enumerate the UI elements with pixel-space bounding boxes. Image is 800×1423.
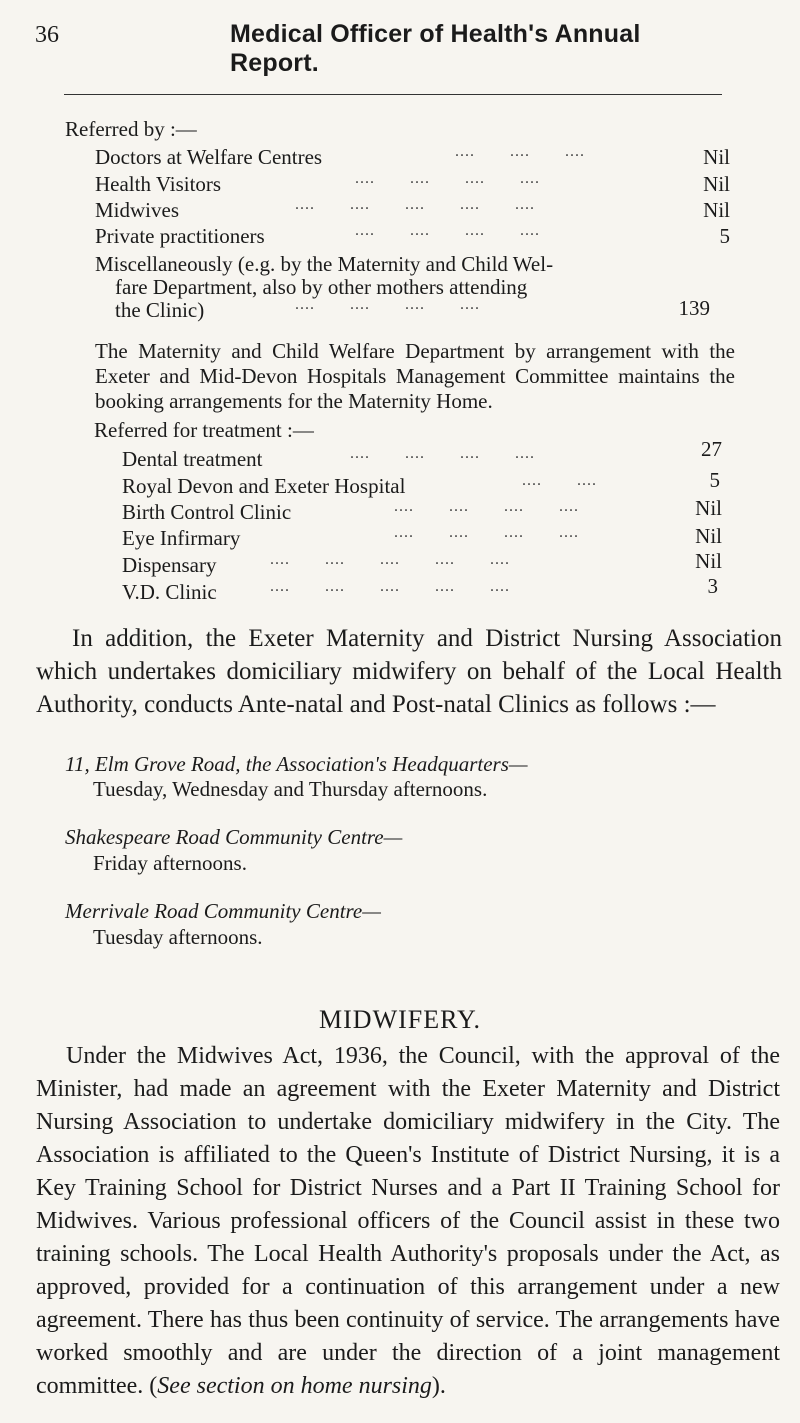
header-rule — [64, 94, 722, 95]
midwifery-paragraph — [36, 1040, 780, 1403]
item-value: 5 — [709, 468, 720, 492]
item-label: Royal Devon and Exeter Hospital — [122, 474, 406, 498]
clinic-location-3: Merrivale Road Community Centre— — [65, 899, 381, 923]
item-value: 5 — [719, 224, 730, 248]
list-item — [122, 526, 722, 554]
list-item — [122, 437, 722, 475]
leader-dots: .... .... .... .... .... — [295, 196, 535, 213]
leader-dots: .... .... .... .... — [394, 498, 579, 515]
item-value: 3 — [707, 574, 718, 598]
list-item — [122, 549, 722, 581]
midwifery-body: Under the Midwives Act, 1936, the Council, with the approval of the Minister, had made an agreement with the Exeter Maternity and District Nursing Association to undertake domiciliary midwifery in the City. The Association is affiliated to the Queen's Institute of District Nursing, it is a Key Training School for District Nurses and a Part II Training School for Midwives. Various professional officers of the Council assist in these two training schools. The Local Health Authority's proposals under the Act, as approved, provided for a continuation of this arrangement under a new agreement. There has thus been continuity of service. The arrangements have worked smoothly and are under the direction of a joint management committee. ( — [36, 1043, 780, 1399]
page-number: 36 — [35, 22, 59, 48]
leader-dots: .... .... .... .... — [394, 524, 579, 541]
item-label: Health Visitors — [95, 172, 222, 196]
leader-dots: .... .... .... .... — [355, 222, 540, 239]
clinic-schedule-1: Tuesday, Wednesday and Thursday afternoons. — [93, 777, 488, 801]
list-item — [95, 143, 730, 173]
running-title: Medical Officer of Health's Annual Report. — [230, 20, 641, 77]
list-item — [122, 574, 722, 608]
leader-dots: .... .... .... .... — [355, 170, 540, 187]
item-label: fare Department, also by other mothers attending — [115, 275, 528, 299]
item-label: Miscellaneously (e.g. by the Maternity and Child Wel- — [95, 252, 554, 276]
leader-dots: .... .... .... — [455, 143, 585, 160]
leader-dots: .... .... .... .... — [295, 296, 480, 313]
item-value: Nil — [703, 198, 730, 222]
association-paragraph: In addition, the Exeter Maternity and District Nursing Association which undertakes domiciliary midwifery on behalf of the Local Health Authority, conducts Ante-natal and Post-natal Clinics as follows :— — [36, 625, 782, 718]
clinic-schedule-3: Tuesday afternoons. — [93, 925, 263, 949]
clinic-location-1 — [65, 752, 528, 777]
section-title: MIDWIFERY. — [319, 1005, 481, 1034]
item-label: Birth Control Clinic — [122, 500, 292, 524]
item-value: Nil — [695, 524, 722, 548]
item-label: Private practitioners — [95, 224, 265, 248]
item-value: Nil — [695, 549, 722, 573]
item-value: Nil — [703, 172, 730, 196]
item-label: Dispensary — [122, 553, 217, 577]
clinic-location-2: Shakespeare Road Community Centre— — [65, 825, 403, 849]
referred-treatment-heading: Referred for treatment :— — [94, 418, 314, 442]
item-label: the Clinic) — [115, 298, 205, 322]
item-label: Midwives — [95, 198, 179, 222]
item-value: 27 — [701, 437, 722, 461]
closing-punctuation: ). — [431, 1373, 446, 1399]
item-label: Dental treatment — [122, 447, 263, 471]
clinic-schedule-2: Friday afternoons. — [93, 851, 247, 875]
misc-line-3 — [115, 298, 710, 326]
item-label: Eye Infirmary — [122, 526, 241, 550]
leader-dots: .... .... .... .... .... — [270, 551, 510, 568]
list-item — [95, 222, 730, 252]
leader-dots: .... .... — [522, 472, 597, 489]
item-value: Nil — [695, 496, 722, 520]
maternity-note: The Maternity and Child Welfare Department by arrangement with the Exeter and Mid-Devon Hospitals Management Committee maintains the booking arrangements for the Maternity Home. — [95, 339, 735, 413]
clinic-location-text: 11, Elm Grove Road, the Association's Headquarters— — [65, 752, 528, 776]
page-header — [35, 20, 735, 77]
item-label: V.D. Clinic — [122, 580, 217, 604]
leader-dots: .... .... .... .... .... — [270, 578, 510, 595]
cross-reference: See section on home nursing — [157, 1373, 432, 1399]
referred-by-heading: Referred by :— — [65, 117, 197, 141]
item-value: 139 — [678, 296, 710, 320]
item-label: Doctors at Welfare Centres — [95, 145, 323, 169]
leader-dots: .... .... .... .... — [350, 445, 535, 462]
item-value: Nil — [703, 145, 730, 169]
